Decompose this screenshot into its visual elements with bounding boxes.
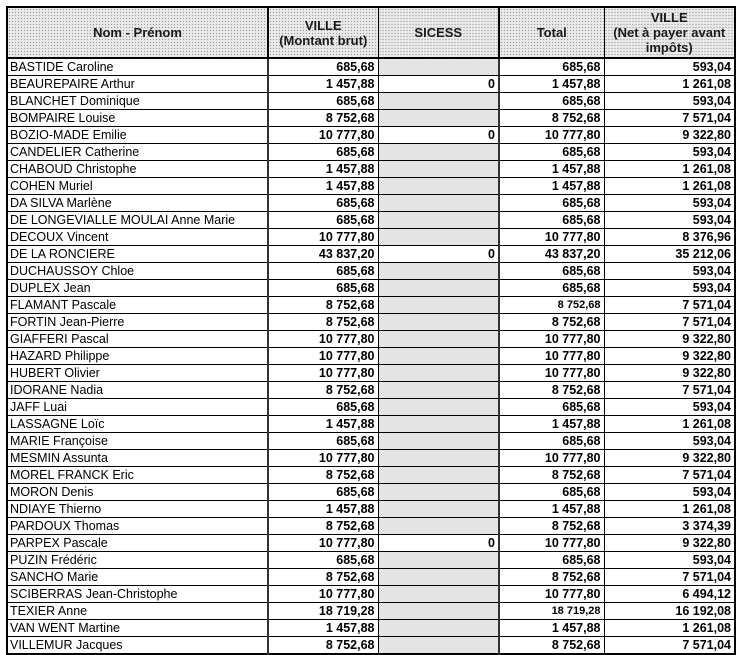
cell-ville-net[interactable]: 593,04 — [604, 263, 735, 280]
table-row — [7, 212, 735, 229]
cell-sicess[interactable] — [378, 93, 499, 110]
cell-total[interactable]: 8 752,68 — [499, 518, 604, 535]
cell-name[interactable]: SANCHO Marie — [7, 569, 268, 586]
table-row — [7, 348, 735, 365]
cell-ville-brut[interactable]: 10 777,80 — [268, 127, 378, 144]
cell-ville-brut[interactable]: 8 752,68 — [268, 382, 378, 399]
cell-sicess[interactable] — [378, 110, 499, 127]
cell-total[interactable]: 685,68 — [499, 552, 604, 569]
cell-ville-net[interactable]: 593,04 — [604, 280, 735, 297]
table-row — [7, 280, 735, 297]
cell-sicess[interactable] — [378, 161, 499, 178]
cell-ville-brut[interactable]: 8 752,68 — [268, 467, 378, 484]
cell-ville-net[interactable]: 593,04 — [604, 195, 735, 212]
cell-sicess[interactable] — [378, 620, 499, 637]
cell-ville-net[interactable]: 9 322,80 — [604, 127, 735, 144]
cell-ville-net[interactable]: 9 322,80 — [604, 348, 735, 365]
cell-ville-brut[interactable]: 10 777,80 — [268, 365, 378, 382]
cell-ville-net[interactable]: 593,04 — [604, 58, 735, 76]
cell-name[interactable]: VAN WENT Martine — [7, 620, 268, 637]
cell-total[interactable]: 685,68 — [499, 195, 604, 212]
cell-sicess[interactable] — [378, 467, 499, 484]
cell-total[interactable]: 8 752,68 — [499, 297, 604, 314]
cell-ville-net[interactable]: 1 261,08 — [604, 501, 735, 518]
table-row — [7, 433, 735, 450]
cell-name[interactable]: DA SILVA Marlène — [7, 195, 268, 212]
cell-name[interactable]: FLAMANT Pascale — [7, 297, 268, 314]
table-row — [7, 603, 735, 620]
table-row — [7, 93, 735, 110]
cell-sicess[interactable]: 0 — [378, 127, 499, 144]
cell-ville-net[interactable]: 593,04 — [604, 552, 735, 569]
header-sicess-label: SICESS — [414, 25, 463, 40]
table-row — [7, 263, 735, 280]
cell-sicess[interactable] — [378, 382, 499, 399]
cell-sicess[interactable] — [378, 518, 499, 535]
cell-name[interactable]: PARDOUX Thomas — [7, 518, 268, 535]
cell-total[interactable]: 8 752,68 — [499, 110, 604, 127]
cell-ville-brut[interactable]: 1 457,88 — [268, 178, 378, 195]
cell-name[interactable]: MORON Denis — [7, 484, 268, 501]
cell-ville-net[interactable]: 9 322,80 — [604, 365, 735, 382]
cell-total[interactable]: 10 777,80 — [499, 450, 604, 467]
cell-total[interactable]: 1 457,88 — [499, 620, 604, 637]
cell-ville-brut[interactable]: 685,68 — [268, 144, 378, 161]
cell-name[interactable]: COHEN Muriel — [7, 178, 268, 195]
table-row — [7, 365, 735, 382]
cell-total[interactable]: 685,68 — [499, 263, 604, 280]
cell-name[interactable]: CHABOUD Christophe — [7, 161, 268, 178]
cell-ville-net[interactable]: 593,04 — [604, 484, 735, 501]
cell-sicess[interactable] — [378, 586, 499, 603]
cell-total[interactable]: 1 457,88 — [499, 161, 604, 178]
cell-ville-net[interactable]: 593,04 — [604, 144, 735, 161]
cell-ville-net[interactable]: 35 212,06 — [604, 246, 735, 263]
cell-ville-brut[interactable]: 8 752,68 — [268, 110, 378, 127]
table-row — [7, 552, 735, 569]
cell-sicess[interactable] — [378, 450, 499, 467]
cell-total[interactable]: 10 777,80 — [499, 586, 604, 603]
header-sicess[interactable] — [378, 7, 499, 58]
table-row — [7, 58, 735, 76]
cell-ville-brut[interactable]: 10 777,80 — [268, 229, 378, 246]
table-row — [7, 450, 735, 467]
cell-name[interactable]: BOZIO-MADE Emilie — [7, 127, 268, 144]
table-row — [7, 620, 735, 637]
cell-sicess[interactable] — [378, 416, 499, 433]
cell-name[interactable]: FORTIN Jean-Pierre — [7, 314, 268, 331]
cell-name[interactable]: LASSAGNE Loïc — [7, 416, 268, 433]
cell-sicess[interactable] — [378, 144, 499, 161]
header-ville-net-line3: impôts) — [645, 40, 693, 55]
cell-ville-net[interactable]: 7 571,04 — [604, 314, 735, 331]
table-row — [7, 501, 735, 518]
cell-name[interactable]: DE LONGEVIALLE MOULAI Anne Marie — [7, 212, 268, 229]
cell-ville-brut[interactable]: 8 752,68 — [268, 637, 378, 655]
cell-total[interactable]: 1 457,88 — [499, 501, 604, 518]
cell-ville-brut[interactable]: 8 752,68 — [268, 297, 378, 314]
cell-ville-brut[interactable]: 8 752,68 — [268, 518, 378, 535]
cell-name[interactable]: HAZARD Philippe — [7, 348, 268, 365]
cell-name[interactable]: PARPEX Pascale — [7, 535, 268, 552]
cell-ville-net[interactable]: 1 261,08 — [604, 416, 735, 433]
cell-sicess[interactable] — [378, 280, 499, 297]
cell-ville-brut[interactable]: 1 457,88 — [268, 620, 378, 637]
cell-sicess[interactable]: 0 — [378, 535, 499, 552]
cell-ville-net[interactable]: 3 374,39 — [604, 518, 735, 535]
table-row — [7, 416, 735, 433]
cell-ville-brut[interactable]: 10 777,80 — [268, 586, 378, 603]
cell-total[interactable]: 685,68 — [499, 433, 604, 450]
cell-ville-brut[interactable]: 685,68 — [268, 484, 378, 501]
cell-ville-net[interactable]: 7 571,04 — [604, 637, 735, 655]
table-row — [7, 195, 735, 212]
cell-total[interactable]: 10 777,80 — [499, 127, 604, 144]
cell-total[interactable]: 10 777,80 — [499, 365, 604, 382]
cell-total[interactable]: 685,68 — [499, 280, 604, 297]
cell-name[interactable]: DECOUX Vincent — [7, 229, 268, 246]
cell-ville-net[interactable]: 1 261,08 — [604, 161, 735, 178]
cell-sicess[interactable] — [378, 195, 499, 212]
table-row — [7, 127, 735, 144]
cell-sicess[interactable] — [378, 603, 499, 620]
cell-ville-brut[interactable]: 18 719,28 — [268, 603, 378, 620]
cell-name[interactable]: BEAUREPAIRE Arthur — [7, 76, 268, 93]
cell-sicess[interactable] — [378, 399, 499, 416]
cell-name[interactable]: NDIAYE Thierno — [7, 501, 268, 518]
cell-name[interactable]: MOREL FRANCK Eric — [7, 467, 268, 484]
cell-name[interactable]: BOMPAIRE Louise — [7, 110, 268, 127]
cell-total[interactable]: 1 457,88 — [499, 178, 604, 195]
cell-name[interactable]: MESMIN Assunta — [7, 450, 268, 467]
header-ville-net[interactable] — [604, 7, 735, 58]
table-row — [7, 229, 735, 246]
header-ville-brut-line1: VILLE — [304, 17, 342, 33]
cell-total[interactable]: 685,68 — [499, 58, 604, 76]
header-row — [7, 7, 735, 58]
cell-ville-net[interactable]: 7 571,04 — [604, 110, 735, 127]
cell-sicess[interactable] — [378, 637, 499, 655]
cell-name[interactable]: BLANCHET Dominique — [7, 93, 268, 110]
table-row — [7, 161, 735, 178]
table-row — [7, 178, 735, 195]
cell-ville-net[interactable]: 1 261,08 — [604, 178, 735, 195]
cell-name[interactable]: DUCHAUSSOY Chloe — [7, 263, 268, 280]
cell-total[interactable]: 8 752,68 — [499, 314, 604, 331]
cell-sicess[interactable] — [378, 263, 499, 280]
cell-ville-brut[interactable]: 10 777,80 — [268, 450, 378, 467]
cell-total[interactable]: 685,68 — [499, 399, 604, 416]
cell-total[interactable]: 10 777,80 — [499, 229, 604, 246]
table-row — [7, 399, 735, 416]
table-row — [7, 297, 735, 314]
cell-name[interactable]: GIAFFERI Pascal — [7, 331, 268, 348]
cell-ville-net[interactable]: 593,04 — [604, 93, 735, 110]
cell-ville-net[interactable]: 1 261,08 — [604, 620, 735, 637]
cell-ville-net[interactable]: 9 322,80 — [604, 535, 735, 552]
cell-ville-brut[interactable]: 1 457,88 — [268, 416, 378, 433]
header-name[interactable] — [7, 7, 268, 58]
cell-ville-brut[interactable]: 685,68 — [268, 280, 378, 297]
cell-ville-net[interactable]: 7 571,04 — [604, 467, 735, 484]
cell-ville-brut[interactable]: 1 457,88 — [268, 76, 378, 93]
cell-ville-brut[interactable]: 10 777,80 — [268, 348, 378, 365]
cell-name[interactable]: JAFF Luai — [7, 399, 268, 416]
cell-sicess[interactable]: 0 — [378, 246, 499, 263]
cell-total[interactable]: 1 457,88 — [499, 416, 604, 433]
cell-total[interactable]: 8 752,68 — [499, 467, 604, 484]
cell-ville-brut[interactable]: 8 752,68 — [268, 314, 378, 331]
table-row — [7, 382, 735, 399]
cell-ville-net[interactable]: 593,04 — [604, 212, 735, 229]
cell-sicess[interactable] — [378, 552, 499, 569]
table-row — [7, 569, 735, 586]
cell-ville-brut[interactable]: 43 837,20 — [268, 246, 378, 263]
cell-total[interactable]: 1 457,88 — [499, 76, 604, 93]
cell-ville-net[interactable]: 7 571,04 — [604, 382, 735, 399]
cell-sicess[interactable] — [378, 58, 499, 76]
cell-name[interactable]: SCIBERRAS Jean-Christophe — [7, 586, 268, 603]
cell-sicess[interactable] — [378, 178, 499, 195]
header-name-label: Nom - Prénom — [93, 25, 182, 40]
cell-sicess[interactable] — [378, 569, 499, 586]
cell-ville-net[interactable]: 16 192,08 — [604, 603, 735, 620]
cell-ville-brut[interactable]: 1 457,88 — [268, 501, 378, 518]
table-row — [7, 144, 735, 161]
cell-ville-net[interactable]: 8 376,96 — [604, 229, 735, 246]
cell-total[interactable]: 18 719,28 — [499, 603, 604, 620]
cell-total[interactable]: 43 837,20 — [499, 246, 604, 263]
cell-sicess[interactable] — [378, 433, 499, 450]
cell-total[interactable]: 8 752,68 — [499, 382, 604, 399]
cell-sicess[interactable] — [378, 297, 499, 314]
table-row — [7, 110, 735, 127]
cell-sicess[interactable]: 0 — [378, 76, 499, 93]
cell-ville-net[interactable]: 7 571,04 — [604, 569, 735, 586]
header-ville-brut-line2: (Montant brut) — [279, 32, 368, 48]
cell-total[interactable]: 685,68 — [499, 484, 604, 501]
cell-sicess[interactable] — [378, 348, 499, 365]
table-row — [7, 331, 735, 348]
cell-ville-brut[interactable]: 685,68 — [268, 552, 378, 569]
cell-name[interactable]: CANDELIER Catherine — [7, 144, 268, 161]
cell-sicess[interactable] — [378, 314, 499, 331]
cell-ville-brut[interactable]: 1 457,88 — [268, 161, 378, 178]
cell-ville-brut[interactable]: 685,68 — [268, 195, 378, 212]
cell-sicess[interactable] — [378, 331, 499, 348]
table-row — [7, 484, 735, 501]
compensation-table — [6, 6, 736, 655]
cell-ville-net[interactable]: 593,04 — [604, 399, 735, 416]
header-total[interactable] — [499, 7, 604, 58]
table-body — [7, 58, 735, 654]
cell-total[interactable]: 10 777,80 — [499, 348, 604, 365]
cell-ville-net[interactable]: 6 494,12 — [604, 586, 735, 603]
cell-ville-brut[interactable]: 10 777,80 — [268, 331, 378, 348]
cell-sicess[interactable] — [378, 212, 499, 229]
table-row — [7, 314, 735, 331]
cell-name[interactable]: PUZIN Frédéric — [7, 552, 268, 569]
cell-ville-brut[interactable]: 8 752,68 — [268, 569, 378, 586]
cell-ville-net[interactable]: 9 322,80 — [604, 450, 735, 467]
cell-ville-net[interactable]: 593,04 — [604, 433, 735, 450]
cell-name[interactable]: MARIE Françoise — [7, 433, 268, 450]
header-ville-net-line1: VILLE — [650, 10, 688, 25]
cell-name[interactable]: IDORANE Nadia — [7, 382, 268, 399]
cell-sicess[interactable] — [378, 365, 499, 382]
table-row — [7, 467, 735, 484]
cell-name[interactable]: DUPLEX Jean — [7, 280, 268, 297]
cell-ville-net[interactable]: 9 322,80 — [604, 331, 735, 348]
cell-ville-net[interactable]: 1 261,08 — [604, 76, 735, 93]
table-row — [7, 76, 735, 93]
cell-total[interactable]: 10 777,80 — [499, 535, 604, 552]
cell-sicess[interactable] — [378, 501, 499, 518]
cell-total[interactable]: 8 752,68 — [499, 637, 604, 655]
cell-name[interactable]: BASTIDE Caroline — [7, 58, 268, 76]
cell-ville-net[interactable]: 7 571,04 — [604, 297, 735, 314]
cell-sicess[interactable] — [378, 229, 499, 246]
cell-total[interactable]: 685,68 — [499, 93, 604, 110]
table-row — [7, 586, 735, 603]
cell-sicess[interactable] — [378, 484, 499, 501]
cell-name[interactable]: TEXIER Anne — [7, 603, 268, 620]
table-row — [7, 246, 735, 263]
table-row — [7, 518, 735, 535]
header-ville-net-line2: (Net à payer avant — [613, 25, 726, 40]
cell-total[interactable]: 685,68 — [499, 212, 604, 229]
cell-ville-brut[interactable]: 685,68 — [268, 212, 378, 229]
header-total-label: Total — [536, 25, 567, 40]
cell-ville-brut[interactable]: 685,68 — [268, 58, 378, 76]
cell-ville-brut[interactable]: 685,68 — [268, 399, 378, 416]
cell-name[interactable]: HUBERT Olivier — [7, 365, 268, 382]
cell-name[interactable]: VILLEMUR Jacques — [7, 637, 268, 655]
table-row — [7, 637, 735, 655]
cell-ville-brut[interactable]: 10 777,80 — [268, 535, 378, 552]
cell-total[interactable]: 8 752,68 — [499, 569, 604, 586]
cell-total[interactable]: 10 777,80 — [499, 331, 604, 348]
table-row — [7, 535, 735, 552]
cell-name[interactable]: DE LA RONCIERE — [7, 246, 268, 263]
cell-ville-brut[interactable]: 685,68 — [268, 93, 378, 110]
header-ville-brut[interactable] — [268, 7, 378, 58]
cell-ville-brut[interactable]: 685,68 — [268, 263, 378, 280]
cell-ville-brut[interactable]: 685,68 — [268, 433, 378, 450]
cell-total[interactable]: 685,68 — [499, 144, 604, 161]
